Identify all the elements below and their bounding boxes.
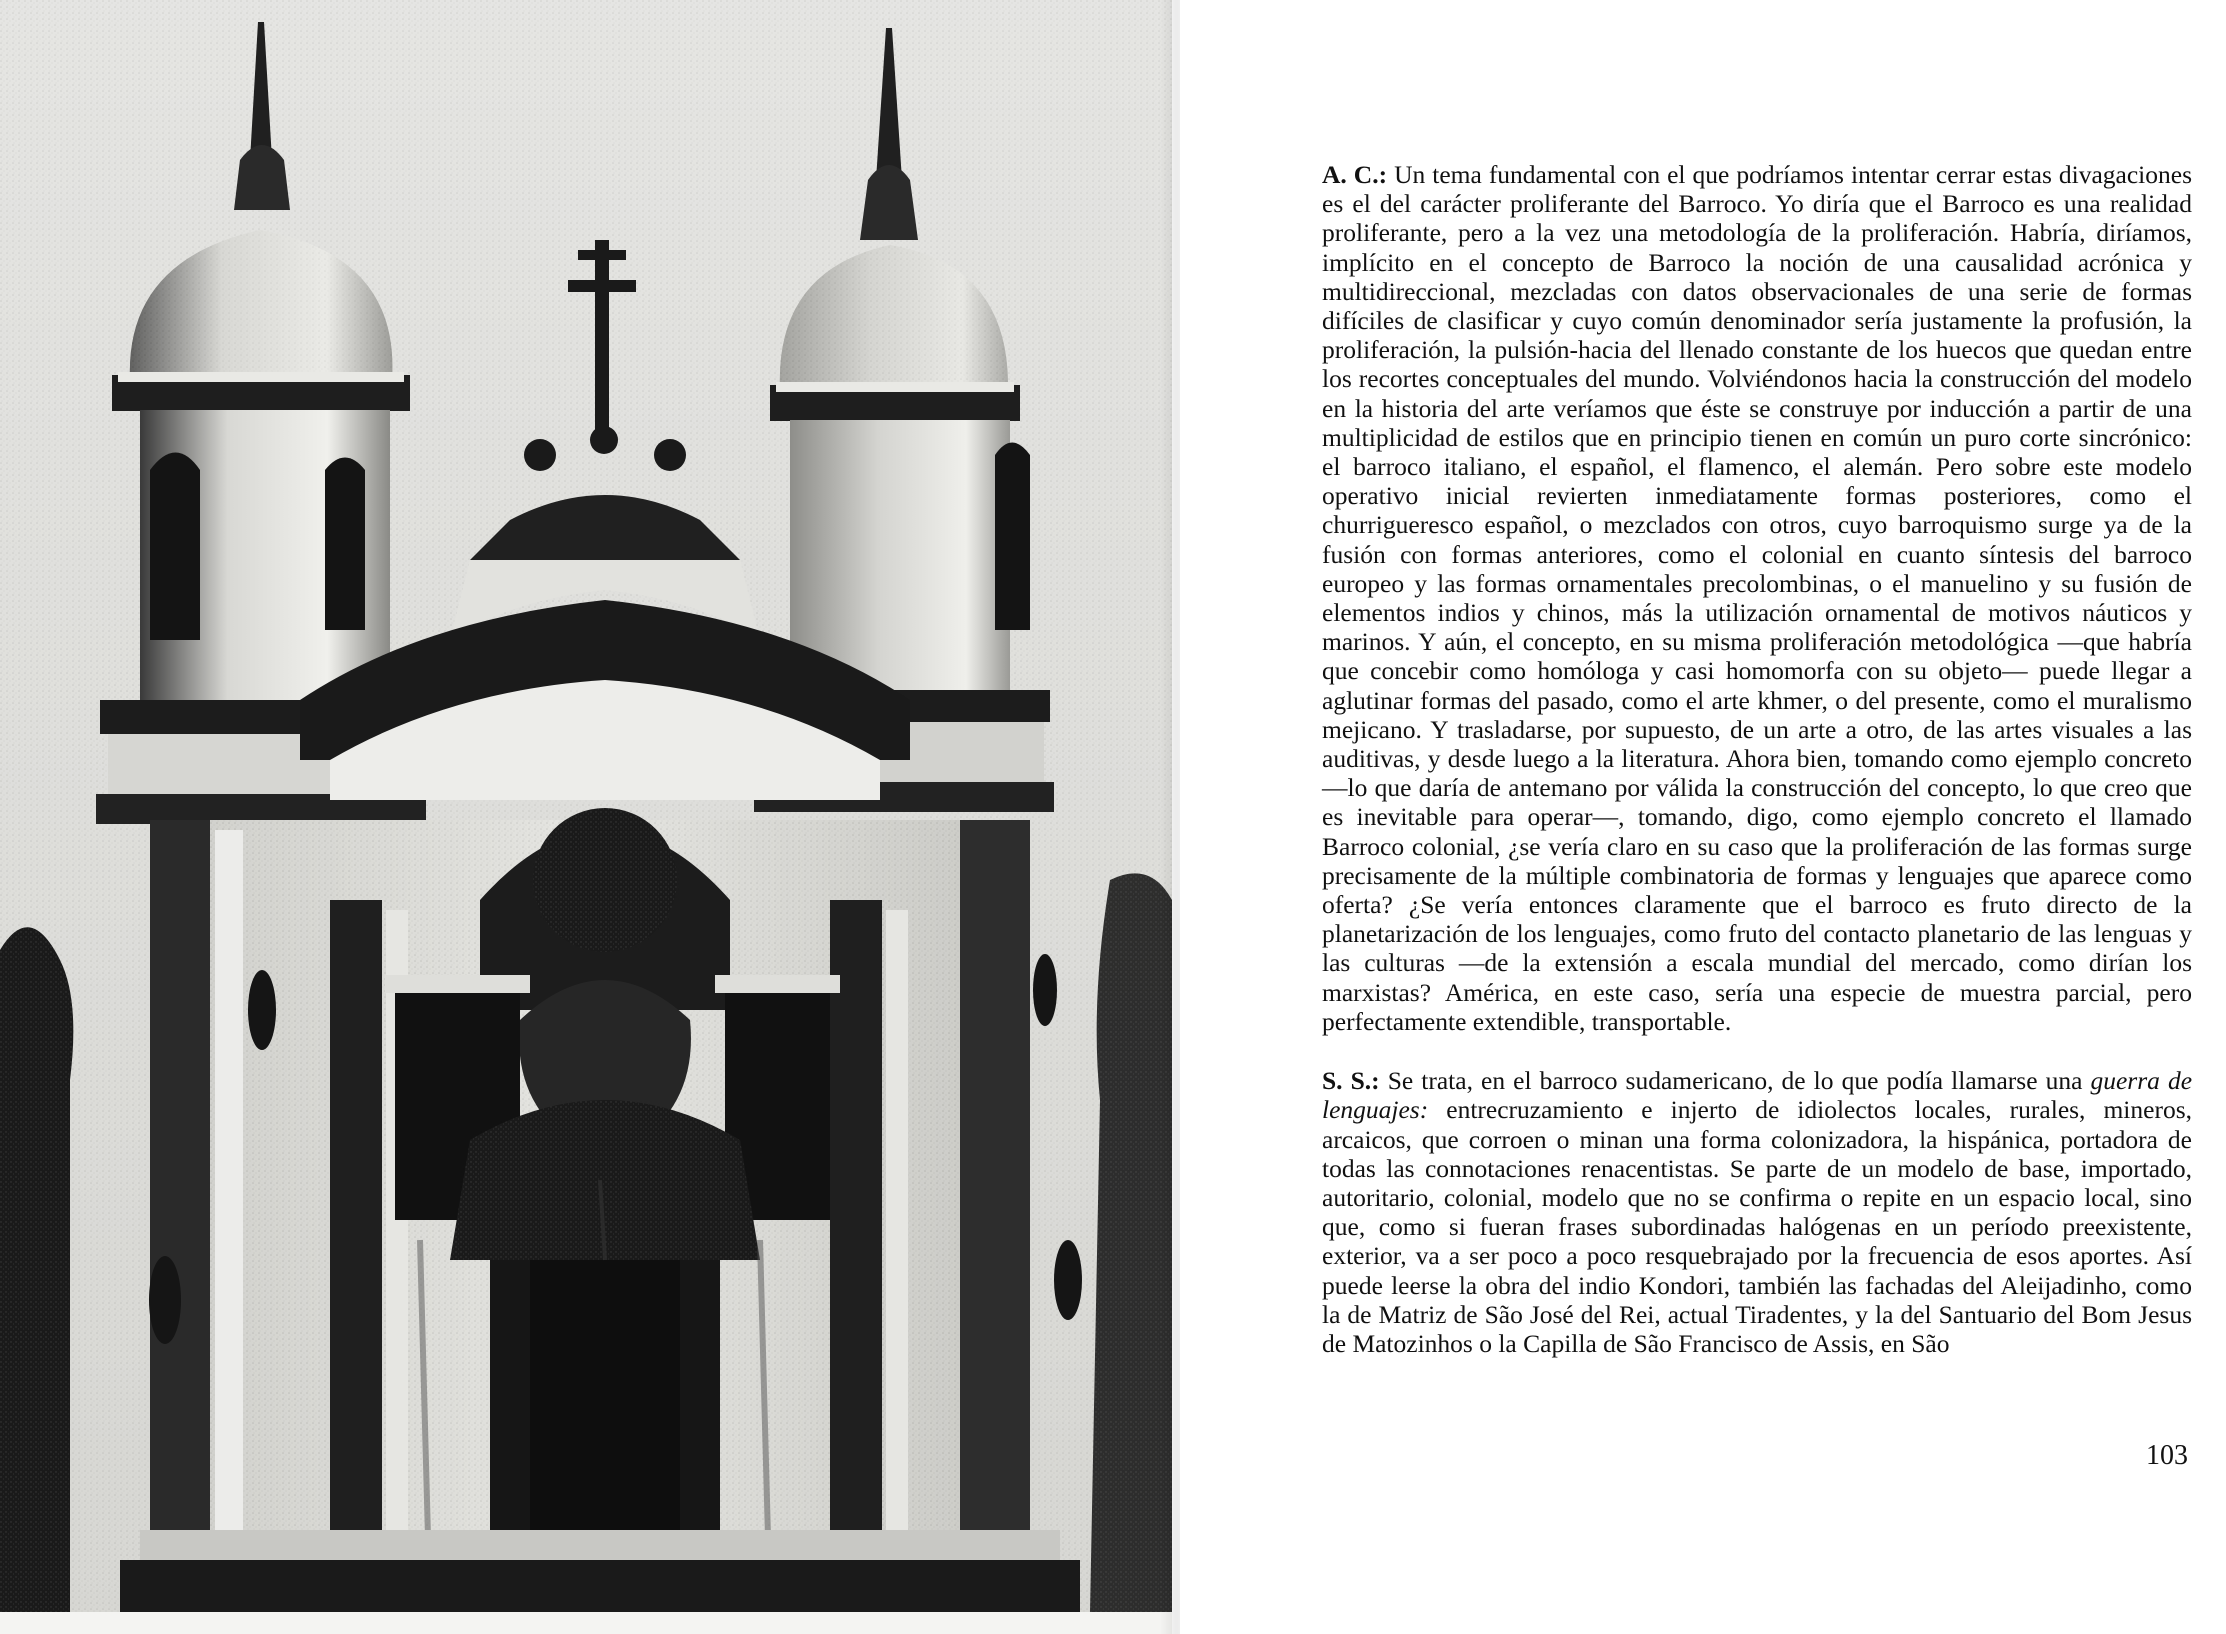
paragraph-text: Se trata, en el barroco sudamericano, de lo que podía llamarse una [1379, 1066, 2091, 1096]
paragraph-ss [1322, 1066, 2192, 1358]
interview-text [1322, 160, 2192, 1388]
right-page [1180, 0, 2226, 1634]
page-number: 103 [2146, 1440, 2188, 1471]
paragraph-ac [1322, 160, 2192, 1036]
speaker-label: A. C.: [1322, 160, 1388, 189]
speaker-label: S. S.: [1322, 1066, 1380, 1096]
paragraph-text: Un tema fundamental con el que podríamos intentar cerrar estas divagaciones es el del carácter proliferante del Barroco. Yo diría que el Barroco es una realidad proliferante, pero a la vez una metodología de la proliferación. Habría, diríamos, implícito en el concepto de Barroco la noción de una causalidad acrónica y multidireccional, mezcladas con datos observacionales de una serie de formas difíciles de clasificar y cuyo común denominador sería justamente la profusión, la proliferación, la pulsión-hacia del llenado constante de los huecos que quedan entre los recortes conceptuales del mundo. Volviéndonos hacia la construcción del modelo en la historia del arte veríamos que éste se construye por inducción a partir de una multiplicidad de estilos que en principio tienen en común un puro corte sincrónico: el barroco italiano, el español, el flamenco, el alemán. Pero sobre este modelo operativo inicial revierten inmediatamente formas posteriores, como el churrigueresco español, o mezclados con otros, cuyo barroquismo surge ya de la fusión con formas anteriores, como el colonial en cuanto síntesis del barroco europeo y las formas ornamentales precolombinas, o el manuelino y su fusión de elementos indios y chinos, más la utilización ornamental de motivos náuticos y marinos. Y aún, el concepto, en su misma proliferación metodológica —que habría que concebir como homóloga y casi homomorfa con su objeto— puede llegar a aglutinar formas del pasado, como el arte khmer, o del presente, como el muralismo mejicano. Y trasladarse, por supuesto, de un arte a otro, de las artes visuales a las auditivas, y desde luego a la literatura. Ahora bien, tomando como ejemplo concreto —lo que daría de antemano por válida la construcción del concepto, lo que creo que es inevitable para operar—, tomando, digo, como ejemplo concreto el llamado Barroco colonial, ¿se vería claro en su caso que la proliferación de las formas surge precisamente de la múltiple combinatoria de formas y lenguajes que aparece como oferta? ¿Se vería entonces claramente que el barroco es fruto directo de la planetarización de los lenguajes, como fruto del contacto planetario de las lenguas y las culturas —de la extensión a escala mundial del mercado, como dirían los marxistas? América, en este caso, sería una especie de muestra parcial, pero perfectamente extendible, transportable. [1322, 160, 2192, 1036]
emphasized-phrase: guerra de lenguajes: [1322, 1066, 2193, 1125]
paragraph-text-continued: entrecruzamiento e injerto de idiolectos locales, rurales, mineros, arcaicos, que corroen o minan una forma colonizadora, la hispánica, portadora de todas las connotaciones renacentistas. Se parte de un modelo de base, importado, autoritario, colonial, modelo que no se confirma o repite en un espacio local, sino que, como si fueran frases subordinadas halógenas en un período preexistente, exterior, va a ser poco a poco resquebrajado por la frecuencia de esos aportes. Así puede leerse la obra del indio Kondori, también las fachadas del Aleijadinho, como la de Matriz de São José del Rei, actual Tiradentes, y la del Santuario del Bom Jesus de Matozinhos o la Capilla de São Francisco de Assis, en São [1322, 1095, 2192, 1358]
